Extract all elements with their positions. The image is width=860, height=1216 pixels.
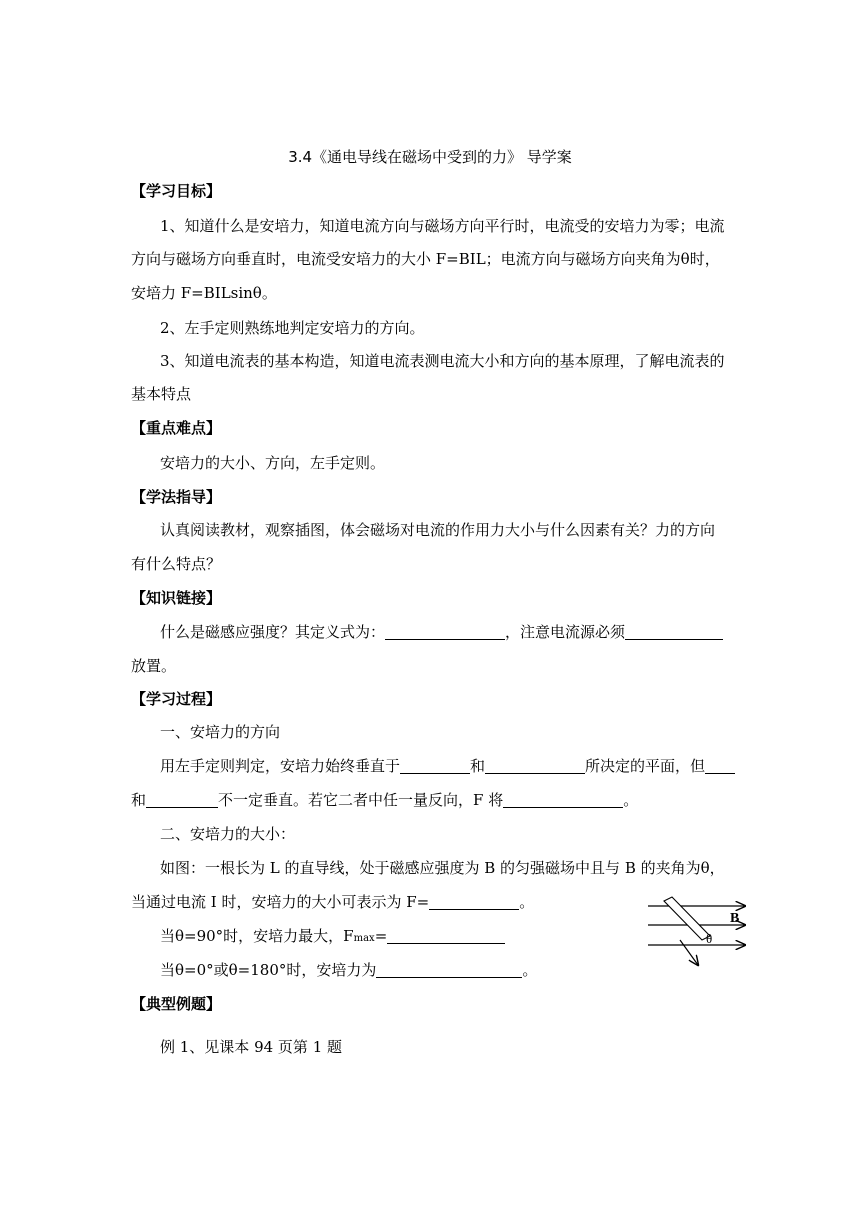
goal-1-line-3: 安培力 F=BILsinθ。 bbox=[131, 284, 277, 302]
method-line-1: 认真阅读教材，观察插图，体会磁场对电流的作用力大小与什么因素有关？力的方向 bbox=[160, 521, 716, 539]
wire-body bbox=[664, 897, 710, 940]
label-B: B bbox=[730, 911, 740, 926]
direction-line-1 bbox=[160, 755, 735, 776]
zero-text-1: 当θ=0°或θ=180°时，安培力为 bbox=[160, 961, 377, 979]
zero-text-2: 。 bbox=[522, 961, 538, 979]
magnitude-text-2: 。 bbox=[519, 893, 535, 911]
page-title: 3.4《通电导线在磁场中受到的力》 导学案 bbox=[288, 148, 572, 166]
knowledge-link-heading: 【知识链接】 bbox=[131, 589, 222, 607]
example-1: 例 1、见课本 94 页第 1 题 bbox=[160, 1038, 343, 1056]
placement-blank[interactable] bbox=[625, 624, 723, 640]
link-text-1: 什么是磁感应强度？其定义式为： bbox=[160, 623, 386, 641]
goal-1-line-1: 1、知道什么是安培力，知道电流方向与磁场方向平行时，电流受的安培力为零；电流 bbox=[160, 217, 725, 235]
blank-4[interactable] bbox=[146, 792, 218, 808]
definition-blank[interactable] bbox=[385, 624, 505, 640]
direction-text-2: 和 bbox=[470, 757, 486, 775]
blank-6[interactable] bbox=[429, 894, 519, 910]
magnetic-field-figure bbox=[640, 895, 750, 970]
magnitude-line-4 bbox=[160, 959, 537, 980]
blank-5[interactable] bbox=[503, 792, 623, 808]
process-heading: 【学习过程】 bbox=[131, 690, 222, 708]
method-heading: 【学法指导】 bbox=[131, 488, 222, 506]
key-points-heading: 【重点难点】 bbox=[131, 419, 222, 437]
conductor-wire bbox=[664, 897, 713, 965]
magnitude-subtitle: 二、安培力的大小： bbox=[160, 825, 296, 843]
method-line-2: 有什么特点？ bbox=[131, 555, 222, 573]
magnitude-line-2 bbox=[131, 891, 534, 912]
knowledge-link-line-1 bbox=[160, 621, 723, 642]
knowledge-link-line-2: 放置。 bbox=[131, 657, 177, 675]
goal-3-line-1: 3、知道电流表的基本构造，知道电流表测电流大小和方向的基本原理，了解电流表的 bbox=[160, 352, 725, 370]
max-subscript: max bbox=[353, 933, 375, 944]
direction-text-3: 所决定的平面，但 bbox=[585, 757, 706, 775]
goal-3-line-2: 基本特点 bbox=[131, 385, 192, 403]
direction-text-1: 用左手定则判定，安培力始终垂直于 bbox=[160, 757, 401, 775]
goal-2: 2、左手定则熟练地判定安培力的方向。 bbox=[160, 319, 425, 337]
wire-direction-arrow bbox=[680, 940, 698, 965]
direction-text-4: 和 bbox=[131, 791, 147, 809]
examples-heading: 【典型例题】 bbox=[131, 995, 222, 1013]
blank-8[interactable] bbox=[376, 962, 522, 978]
blank-7[interactable] bbox=[387, 928, 505, 944]
direction-subtitle: 一、安培力的方向 bbox=[160, 723, 281, 741]
max-text-1: 当θ=90°时，安培力最大，F bbox=[160, 927, 354, 945]
direction-line-2 bbox=[131, 789, 638, 810]
max-text-2: = bbox=[374, 927, 388, 945]
blank-3[interactable] bbox=[705, 758, 735, 774]
direction-text-6: 。 bbox=[623, 791, 639, 809]
label-theta: θ bbox=[706, 931, 713, 946]
link-text-2: ，注意电流源必须 bbox=[505, 623, 626, 641]
blank-1[interactable] bbox=[400, 758, 470, 774]
key-points-text: 安培力的大小、方向，左手定则。 bbox=[160, 454, 386, 472]
magnitude-line-1: 如图：一根长为 L 的直导线，处于磁感应强度为 B 的匀强磁场中且与 B 的夹角为θ， bbox=[160, 859, 725, 877]
direction-text-5: 不一定垂直。若它二者中任一量反向，F 将 bbox=[218, 791, 504, 809]
goal-1-line-2: 方向与磁场方向垂直时，电流受安培力的大小 F=BIL；电流方向与磁场方向夹角为θ时， bbox=[131, 250, 720, 268]
learning-goals-heading: 【学习目标】 bbox=[131, 182, 222, 200]
magnitude-line-3 bbox=[160, 925, 505, 946]
magnitude-text-1: 当通过电流 I 时，安培力的大小可表示为 F= bbox=[131, 893, 430, 911]
blank-2[interactable] bbox=[485, 758, 585, 774]
